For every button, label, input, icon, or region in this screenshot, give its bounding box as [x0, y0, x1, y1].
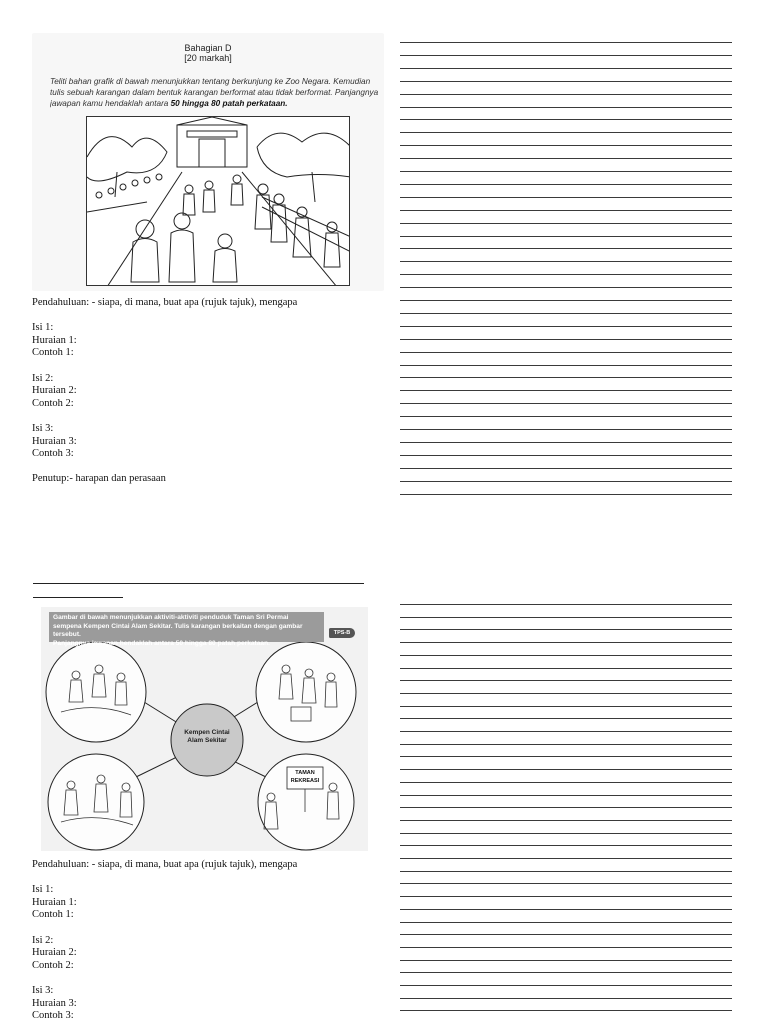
writing-line[interactable] — [400, 1010, 732, 1011]
outline-isi-3: Isi 3: — [32, 984, 54, 996]
writing-line[interactable] — [400, 972, 732, 973]
writing-line[interactable] — [400, 377, 732, 378]
writing-line[interactable] — [400, 617, 732, 618]
writing-line[interactable] — [400, 236, 732, 237]
outline-huraian-2: Huraian 2: — [32, 947, 77, 959]
writing-line[interactable] — [400, 998, 732, 999]
outline-contoh-3: Contoh 3: — [32, 448, 74, 460]
writing-line[interactable] — [400, 55, 732, 56]
outline-huraian-1: Huraian 1: — [32, 334, 77, 346]
writing-line[interactable] — [400, 756, 732, 757]
park-sign — [287, 769, 323, 785]
writing-line[interactable] — [400, 909, 732, 910]
center-label — [171, 729, 243, 745]
writing-line[interactable] — [400, 807, 732, 808]
writing-line[interactable] — [400, 693, 732, 694]
figure-instruction-banner — [49, 612, 324, 647]
writing-line[interactable] — [400, 352, 732, 353]
writing-line[interactable] — [400, 107, 732, 108]
writing-line[interactable] — [400, 455, 732, 456]
outline-contoh-2: Contoh 2: — [32, 397, 74, 409]
writing-line[interactable] — [400, 604, 732, 605]
outline-isi-3: Isi 3: — [32, 422, 54, 434]
writing-line[interactable] — [400, 795, 732, 796]
writing-line[interactable] — [400, 960, 732, 961]
outline-isi-2: Isi 2: — [32, 372, 54, 384]
writing-line[interactable] — [400, 42, 732, 43]
outline-intro: Pendahuluan: - siapa, di mana, buat apa (rujuk tajuk), mengapa — [32, 297, 298, 308]
writing-line[interactable] — [400, 248, 732, 249]
writing-line[interactable] — [400, 197, 732, 198]
figure-heading — [32, 43, 384, 63]
center-label-line: Kempen Cintai — [184, 729, 230, 736]
writing-line[interactable] — [400, 261, 732, 262]
writing-line[interactable] — [400, 680, 732, 681]
writing-line[interactable] — [400, 158, 732, 159]
writing-line[interactable] — [400, 494, 732, 495]
writing-line[interactable] — [400, 429, 732, 430]
writing-line[interactable] — [400, 132, 732, 133]
writing-line[interactable] — [400, 896, 732, 897]
writing-line[interactable] — [400, 481, 732, 482]
writing-line[interactable] — [400, 300, 732, 301]
section-title: Bahagian D — [184, 43, 232, 53]
writing-line[interactable] — [400, 210, 732, 211]
writing-line[interactable] — [400, 326, 732, 327]
writing-line[interactable] — [400, 94, 732, 95]
writing-line[interactable] — [400, 468, 732, 469]
writing-line[interactable] — [400, 68, 732, 69]
writing-line[interactable] — [400, 744, 732, 745]
outline-contoh-1: Contoh 1: — [32, 347, 74, 359]
zoo-scene-drawing — [87, 117, 350, 286]
instruction-line: Teliti bahan grafik di bawah menunjukkan tentang berkunjung ke Zoo Negara. Kemudian — [50, 77, 371, 86]
writing-line[interactable] — [400, 119, 732, 120]
writing-line[interactable] — [400, 274, 732, 275]
divider-line — [33, 583, 364, 584]
outline-isi-1: Isi 1: — [32, 884, 54, 896]
banner-line: sempena Kempen Cintai Alam Sekitar. Tulis karangan berkaitan dengan gambar tersebut. — [53, 622, 303, 638]
writing-line[interactable] — [400, 184, 732, 185]
writing-line[interactable] — [400, 403, 732, 404]
writing-line[interactable] — [400, 642, 732, 643]
writing-line[interactable] — [400, 416, 732, 417]
writing-line[interactable] — [400, 947, 732, 948]
zoo-visit-illustration — [86, 116, 350, 286]
writing-line[interactable] — [400, 655, 732, 656]
outline-isi-2: Isi 2: — [32, 934, 54, 946]
writing-line[interactable] — [400, 287, 732, 288]
outline-section-1 — [32, 297, 297, 486]
writing-line[interactable] — [400, 145, 732, 146]
outline-contoh-2: Contoh 2: — [32, 959, 74, 971]
outline-huraian-2: Huraian 2: — [32, 385, 77, 397]
writing-line[interactable] — [400, 782, 732, 783]
writing-line[interactable] — [400, 769, 732, 770]
outline-huraian-3: Huraian 3: — [32, 997, 77, 1009]
park-sign-line: TAMAN — [295, 770, 315, 776]
writing-line[interactable] — [400, 871, 732, 872]
writing-line[interactable] — [400, 390, 732, 391]
writing-line[interactable] — [400, 883, 732, 884]
park-sign-line: REKREASI — [290, 778, 320, 784]
center-label-line: Alam Sekitar — [187, 737, 227, 744]
writing-line[interactable] — [400, 339, 732, 340]
writing-line[interactable] — [400, 223, 732, 224]
outline-contoh-1: Contoh 1: — [32, 909, 74, 921]
writing-line[interactable] — [400, 171, 732, 172]
banner-line: Panjangnya jawapan hendaklah antara 50 hingga 80 patah perkataan. — [53, 639, 270, 647]
writing-line[interactable] — [400, 731, 732, 732]
writing-line[interactable] — [400, 718, 732, 719]
writing-line[interactable] — [400, 668, 732, 669]
instruction-line: tulis sebuah karangan dalam bentuk karangan berformat atau tidak berformat. Panjangnya — [50, 88, 379, 97]
word-count-requirement: 50 hingga 80 patah perkataan. — [170, 99, 288, 108]
writing-line[interactable] — [400, 845, 732, 846]
divider-line-short — [33, 597, 123, 598]
outline-closing: Penutup:- harapan dan perasaan — [32, 473, 166, 485]
writing-line[interactable] — [400, 81, 732, 82]
outline-contoh-3: Contoh 3: — [32, 1010, 74, 1022]
writing-line[interactable] — [400, 833, 732, 834]
figure-zoo-visit — [32, 33, 384, 291]
writing-line[interactable] — [400, 629, 732, 630]
figure-instruction — [50, 76, 384, 109]
outline-intro: Pendahuluan: - siapa, di mana, buat apa (rujuk tajuk), mengapa — [32, 859, 298, 870]
outline-section-2 — [32, 859, 297, 1023]
writing-line[interactable] — [400, 365, 732, 366]
writing-line[interactable] — [400, 313, 732, 314]
writing-line[interactable] — [400, 934, 732, 935]
writing-line[interactable] — [400, 706, 732, 707]
banner-line: Gambar di bawah menunjukkan aktiviti-aktiviti penduduk Taman Sri Permai — [53, 614, 289, 621]
outline-huraian-1: Huraian 1: — [32, 896, 77, 908]
marks-label: [20 markah] — [184, 53, 232, 63]
writing-line[interactable] — [400, 442, 732, 443]
writing-line[interactable] — [400, 985, 732, 986]
writing-line[interactable] — [400, 820, 732, 821]
outline-isi-1: Isi 1: — [32, 322, 54, 334]
outline-huraian-3: Huraian 3: — [32, 435, 77, 447]
writing-line[interactable] — [400, 922, 732, 923]
instruction-line — [50, 98, 384, 109]
question-tag: TPS-B — [329, 628, 355, 638]
figure-environment-campaign — [41, 607, 368, 851]
instruction-prefix: jawapan kamu hendaklah antara — [50, 99, 171, 108]
writing-line[interactable] — [400, 858, 732, 859]
